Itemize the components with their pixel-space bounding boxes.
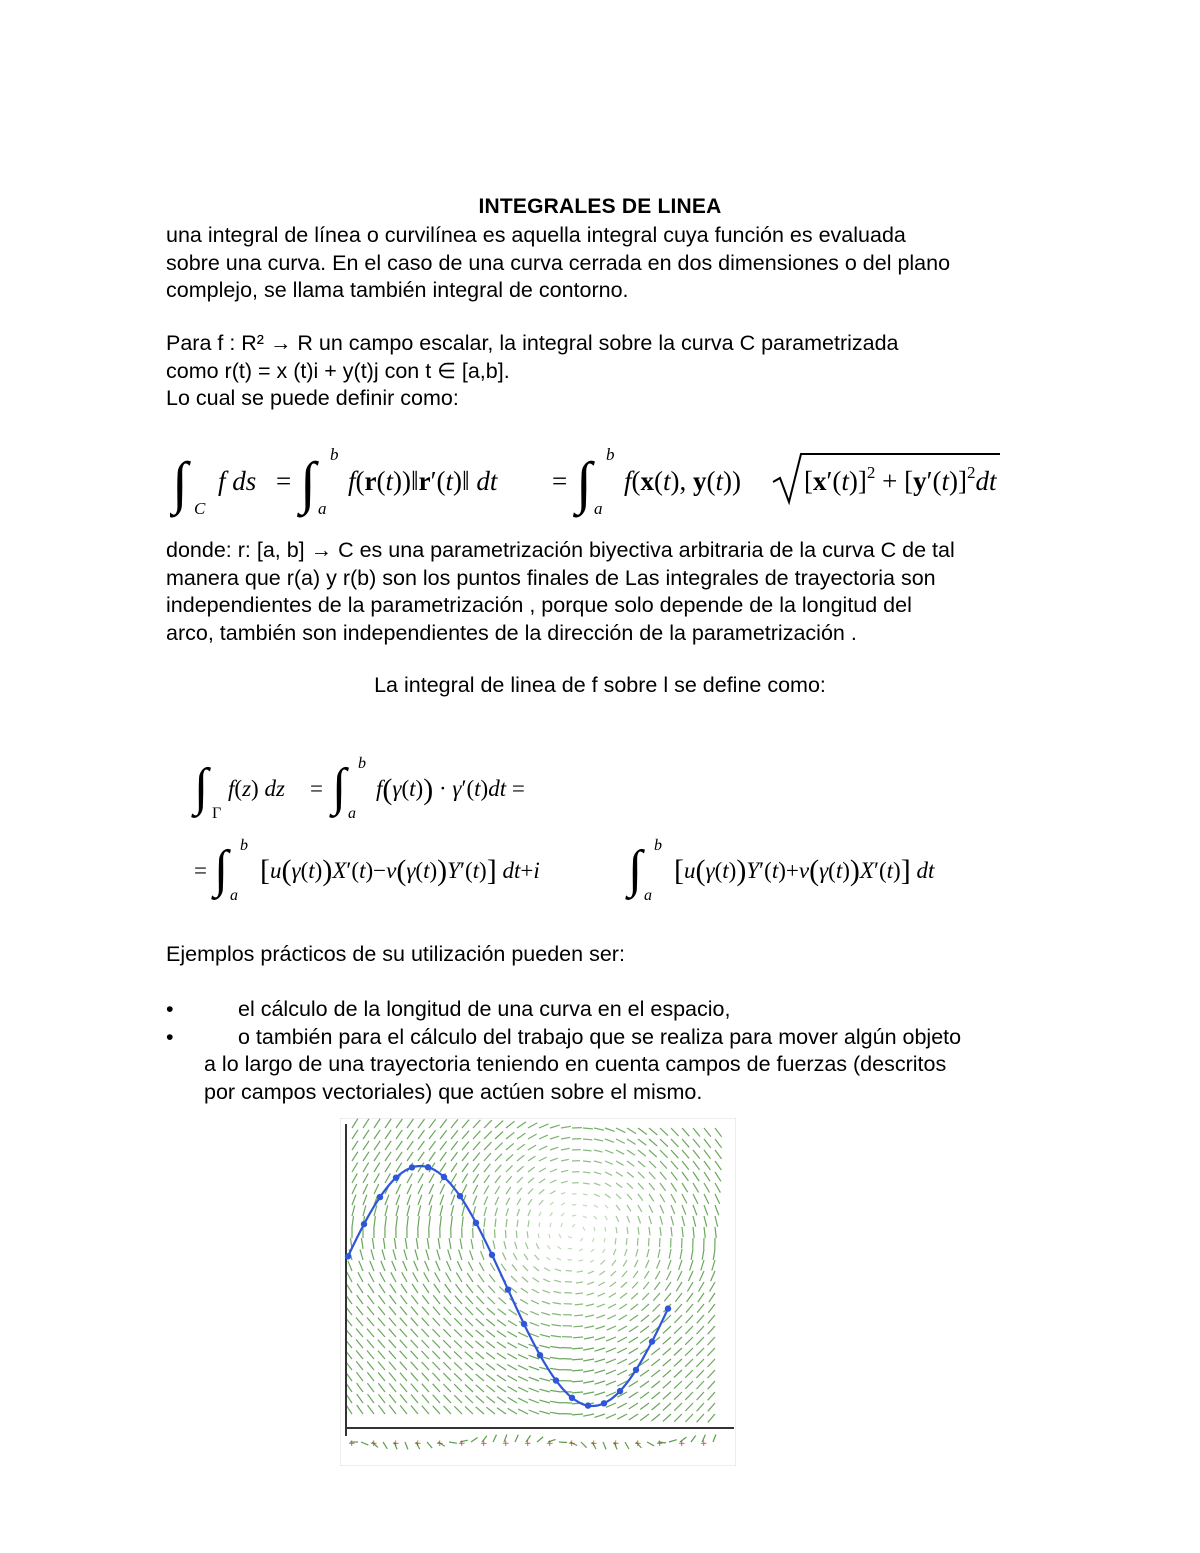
curve-point (521, 1321, 527, 1327)
svg-text:b: b (330, 445, 339, 464)
curve-point (665, 1305, 671, 1311)
svg-text:b: b (358, 755, 366, 772)
intro-paragraph (166, 222, 1046, 305)
svg-text:b: b (654, 837, 662, 854)
field-arrow (573, 1337, 583, 1338)
complex-intro-text: La integral de linea de f sobre l se define como: (374, 673, 826, 697)
field-arrow (574, 1315, 583, 1316)
field-arrow (573, 1326, 583, 1327)
curve-point (425, 1164, 431, 1170)
field-arrow (505, 1230, 506, 1238)
strip-marker: + (524, 1439, 532, 1449)
curve-point (601, 1400, 607, 1406)
strip-marker: + (480, 1439, 488, 1449)
donde-paragraph (166, 537, 1046, 647)
list-item-text: por campos vectoriales) que actúen sobre el mismo. (204, 1079, 703, 1104)
strip-marker: + (678, 1439, 686, 1449)
text-line: manera que r(a) y r(b) son los puntos finales de Las integrales de trayectoria son (166, 565, 936, 590)
svg-text:=: = (310, 776, 323, 801)
curve-point (569, 1395, 575, 1401)
svg-text:a: a (644, 887, 652, 904)
svg-text:C: C (194, 499, 206, 518)
strip-marker: + (348, 1439, 356, 1449)
curve-point (393, 1175, 399, 1181)
text-line: como r(t) = x (t)i + y(t)j con t ∈ [a,b]. (166, 358, 510, 383)
curve-point (505, 1286, 511, 1292)
text-line: Para f : R² → R un campo escalar, la integral sobre la curva C parametrizada (166, 331, 899, 355)
field-arrow (538, 1234, 539, 1239)
curve-point (441, 1174, 447, 1180)
curve-point (553, 1377, 559, 1383)
bullet-icon: • (166, 997, 174, 1021)
text-line: arco, también son independientes de la dirección de la parametrización . (166, 620, 857, 645)
strip-marker: + (370, 1439, 378, 1449)
curve-point (409, 1164, 415, 1170)
svg-text:∫: ∫ (576, 450, 592, 515)
field-arrow (516, 1231, 517, 1238)
svg-text:a: a (318, 499, 327, 518)
bullet-icon: • (166, 1024, 174, 1049)
svg-text:f(γ(t)) · γ′(t)dt =: f(γ(t)) · γ′(t)dt = (376, 773, 525, 806)
svg-text:=: = (194, 858, 207, 883)
field-arrow (568, 1248, 572, 1249)
curve-point (649, 1338, 655, 1344)
svg-text:∫: ∫ (628, 841, 643, 898)
text-line: donde: r: [a, b] → C es una parametrización biyectiva arbitraria de la curva C de tal (166, 538, 955, 562)
text-line: complejo, se llama también integral de contorno. (166, 278, 629, 302)
curve-point (457, 1193, 463, 1199)
svg-text:f(z) dz: f(z) dz (228, 776, 285, 801)
strip-arrow (559, 1442, 567, 1443)
list-item-text: a lo largo de una trayectoria teniendo en cuenta campos de fuerzas (descritos (204, 1052, 947, 1076)
strip-marker: + (590, 1439, 598, 1449)
text-line: Lo cual se puede definir como: (166, 386, 459, 410)
list-item (166, 996, 1046, 1024)
strip-marker: + (700, 1439, 708, 1449)
strip-marker: + (502, 1439, 510, 1449)
curve-point (377, 1194, 383, 1200)
svg-text:=: = (276, 466, 292, 496)
curve-point (633, 1367, 639, 1373)
text-line: una integral de línea o curvilínea es aquella integral cuya función es evaluada (166, 223, 906, 247)
complex-line-integral-formula (190, 752, 1030, 910)
svg-text:Γ: Γ (212, 805, 222, 822)
curve-point (537, 1352, 543, 1358)
field-arrow (637, 1238, 638, 1246)
list-item-text: el cálculo de la longitud de una curva en el espacio, (238, 997, 731, 1021)
curve-point (617, 1388, 623, 1394)
svg-text:b: b (606, 445, 615, 464)
scalar-field-paragraph (166, 330, 1046, 413)
strip-marker: + (568, 1439, 576, 1449)
text-line: independientes de la parametrización , porque solo depende de la longitud del (166, 593, 912, 617)
field-arrow (539, 1223, 540, 1228)
strip-marker: + (656, 1439, 664, 1449)
field-arrow (626, 1238, 627, 1245)
page-title: INTEGRALES DE LINEA (478, 195, 722, 218)
svg-text:∫: ∫ (172, 450, 188, 515)
svg-text:[u(γ(t))Y′(t)+v(γ(t))X′(t)] dt: [u(γ(t))Y′(t)+v(γ(t))X′(t)] dt (674, 854, 935, 887)
scalar-line-integral-formula (170, 440, 1040, 525)
svg-text:[u(γ(t))X′(t)−v(γ(t))Y′(t)] dt: [u(γ(t))X′(t)−v(γ(t))Y′(t)] dt+i (260, 854, 540, 887)
svg-text:[x′(t)]2 + [y′(t)]2dt: $[x'(t)]^2 + [y'(t)]^2dt$ (804, 463, 997, 496)
strip-marker: + (392, 1439, 400, 1449)
svg-text:∫: ∫ (214, 841, 229, 898)
field-arrow (572, 1215, 576, 1216)
field-arrow (495, 1229, 496, 1238)
text-line: sobre una curva. En el caso de una curva cerrada en dos dimensiones o del plano (166, 250, 951, 275)
field-arrow (605, 1227, 606, 1231)
curve-point (345, 1253, 351, 1259)
svg-text:f(x(t), y(t)): f(x(t), y(t)) (624, 466, 742, 496)
examples-list (166, 996, 1046, 1106)
curve-point (585, 1402, 591, 1408)
svg-text:a: a (594, 499, 603, 518)
vector-field-figure (340, 1118, 736, 1466)
field-arrow (660, 1238, 661, 1247)
strip-marker: + (634, 1439, 642, 1449)
field-arrow (527, 1231, 528, 1238)
curve-point (361, 1221, 367, 1227)
svg-text:f ds: f ds (218, 466, 257, 496)
strip-marker: + (414, 1439, 422, 1449)
field-arrow (572, 1205, 576, 1206)
text-line: Ejemplos prácticos de su utilización pueden ser: (166, 942, 625, 966)
strip-marker: + (458, 1439, 466, 1449)
strip-marker: + (546, 1439, 554, 1449)
strip-marker: + (436, 1439, 444, 1449)
field-arrow (649, 1238, 650, 1246)
list-item-text: o también para el cálculo del trabajo que se realiza para mover algún objeto (238, 1024, 962, 1049)
svg-text:∫: ∫ (332, 759, 347, 816)
strip-marker: + (612, 1439, 620, 1449)
svg-text:b: b (240, 837, 248, 854)
curve-point (489, 1252, 495, 1258)
field-arrow (566, 1271, 572, 1272)
svg-text:∫: ∫ (194, 759, 209, 816)
svg-text:a: a (230, 887, 238, 904)
svg-text:f(r(t))‖r′(t)‖ dt: f(r(t))‖r′(t)‖ dt (348, 466, 498, 496)
examples-heading (166, 941, 1046, 969)
svg-text:=: = (552, 466, 568, 496)
list-item (166, 1024, 1046, 1107)
svg-text:a: a (348, 805, 356, 822)
svg-text:∫: ∫ (300, 450, 316, 515)
curve-point (473, 1220, 479, 1226)
